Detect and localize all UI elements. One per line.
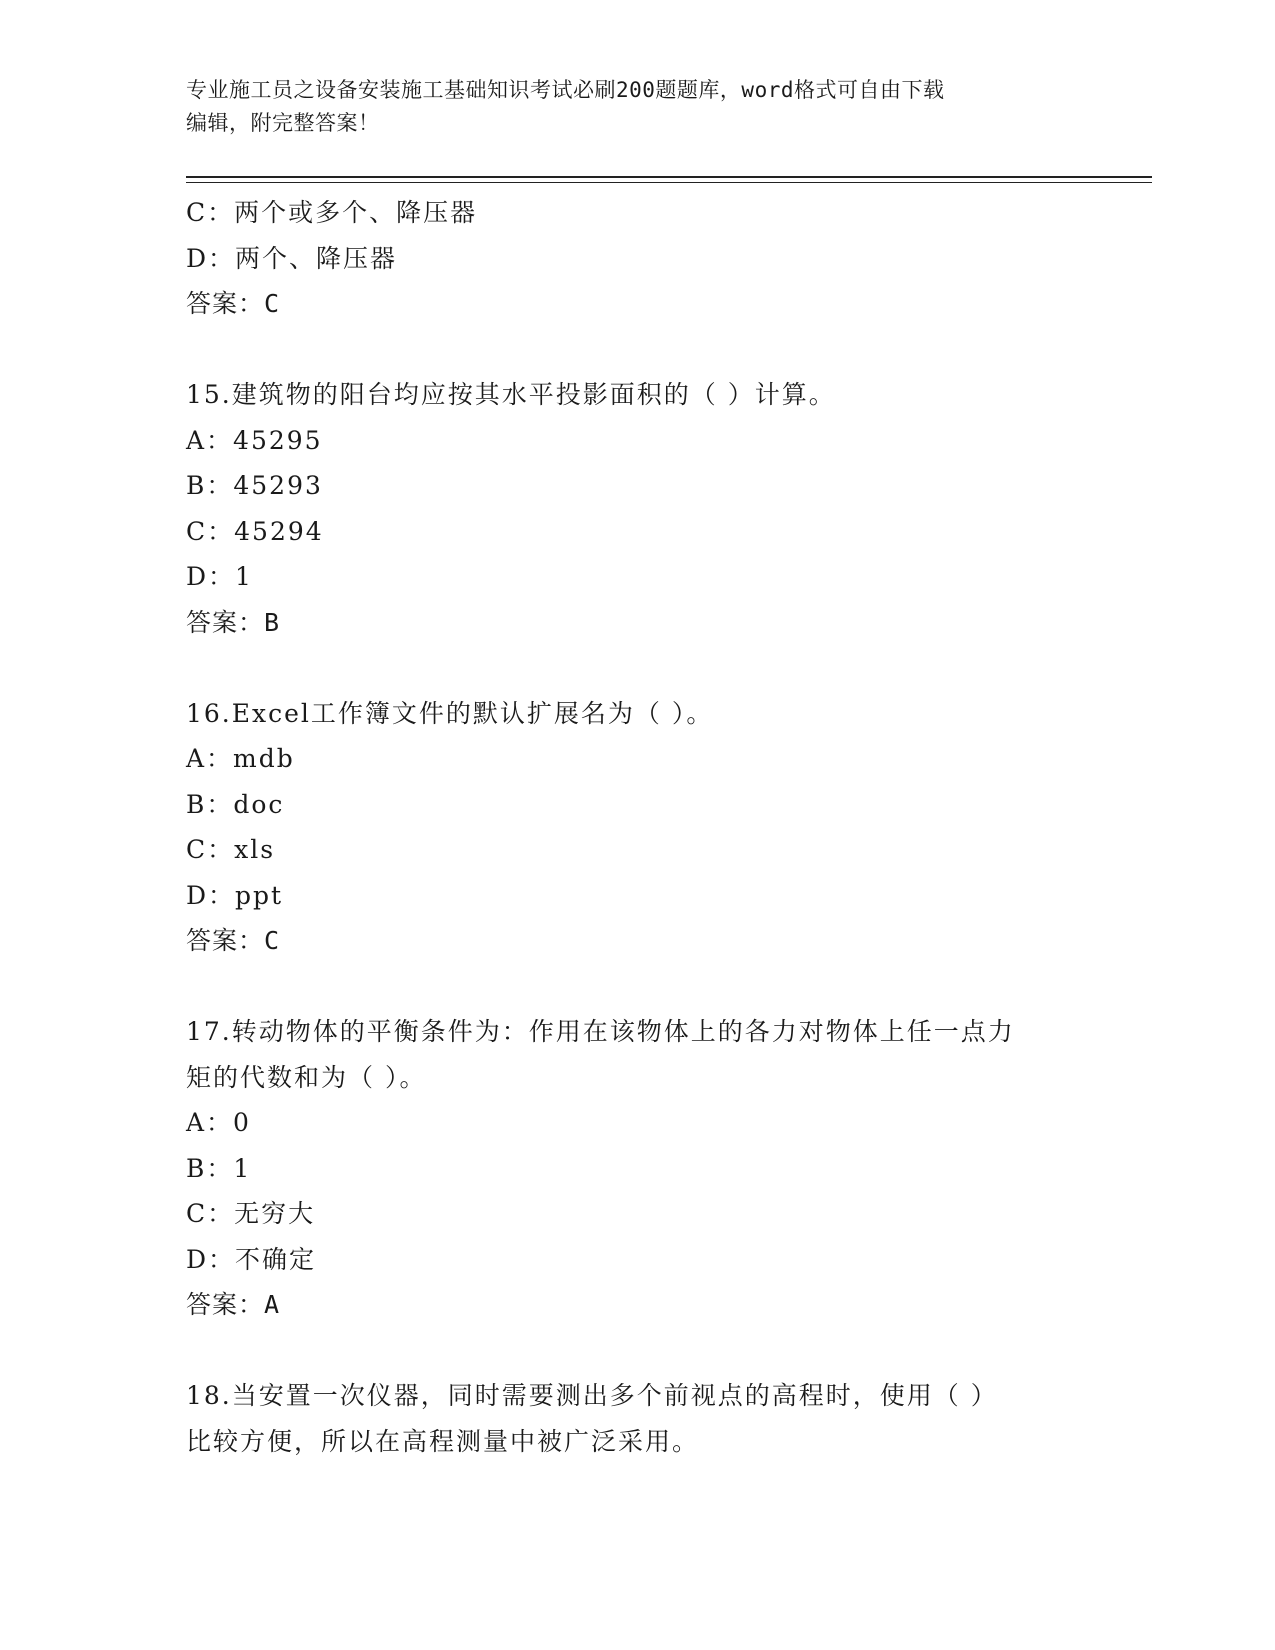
option-d: D：不确定 (186, 1244, 317, 1274)
header-line-1: 专业施工员之设备安装施工基础知识考试必刷200题题库，word格式可自由下载 (186, 78, 945, 102)
option-a: A：0 (186, 1108, 251, 1137)
question-15 (186, 372, 1086, 645)
document-header (186, 74, 1086, 140)
answer: 答案：B (186, 607, 281, 637)
option-c: C：两个或多个、降压器 (186, 198, 478, 227)
question-text-line-1: 17.转动物体的平衡条件为：作用在该物体上的各力对物体上任一点力 (186, 1017, 1015, 1046)
question-text: 15.建筑物的阳台均应按其水平投影面积的（ ）计算。 (186, 380, 836, 409)
option-b: B：45293 (186, 471, 323, 500)
question-text-line-2: 矩的代数和为（ ）。 (186, 1062, 427, 1092)
option-d: D：两个、降压器 (186, 243, 398, 273)
option-a: A：45295 (186, 425, 323, 455)
option-b: B：1 (186, 1153, 252, 1183)
option-b: B：doc (186, 789, 285, 819)
header-divider-thick (186, 176, 1152, 178)
answer: 答案：C (186, 926, 281, 955)
question-text-line-2: 比较方便，所以在高程测量中被广泛采用。 (186, 1426, 700, 1456)
header-line-2: 编辑，附完整答案！ (186, 111, 380, 135)
question-17 (186, 1009, 1086, 1328)
question-18 (186, 1373, 1086, 1464)
option-a: A：mdb (186, 744, 295, 773)
prev-question (186, 190, 1086, 327)
question-text: 16.Excel工作簿文件的默认扩展名为（ ）。 (186, 698, 714, 728)
question-text-line-1: 18.当安置一次仪器，同时需要测出多个前视点的高程时，使用（ ） (186, 1381, 998, 1410)
question-list (186, 190, 1086, 1464)
option-c: C：xls (186, 835, 276, 864)
question-16 (186, 691, 1086, 964)
option-c: C：无穷大 (186, 1199, 316, 1228)
header-divider-thin (186, 182, 1152, 183)
option-d: D：1 (186, 562, 253, 591)
answer: 答案：A (186, 1290, 281, 1319)
option-c: C：45294 (186, 516, 324, 546)
option-d: D：ppt (186, 880, 284, 910)
answer: 答案：C (186, 289, 281, 318)
